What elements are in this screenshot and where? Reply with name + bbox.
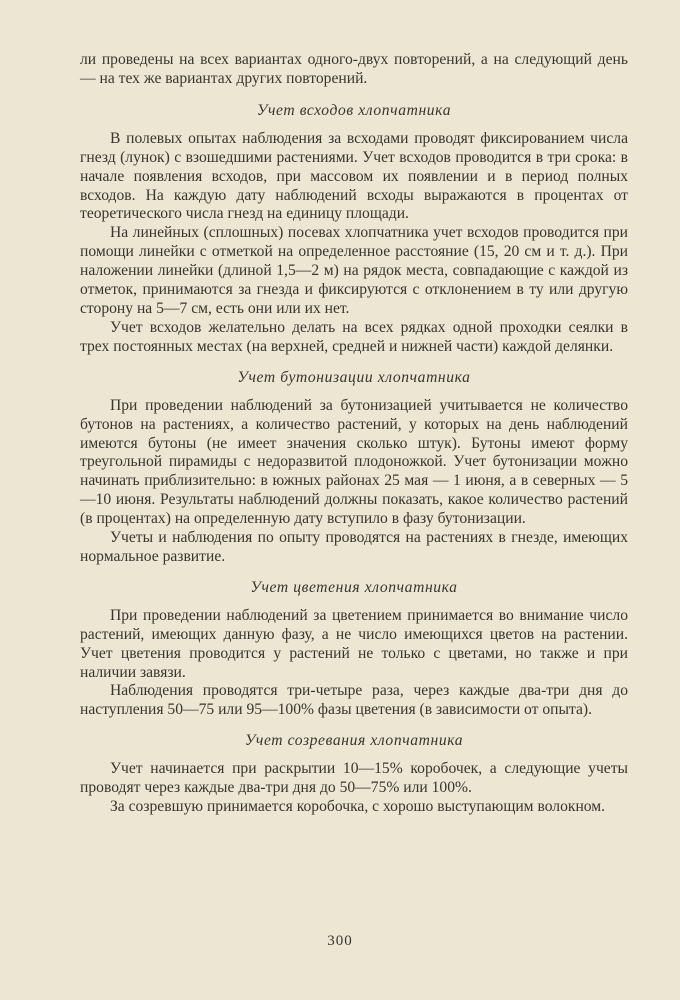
paragraph: При проведении наблюдений за бутонизацией учитывается не количество бутонов на растениях, а количество растений, у которых на день наблюдений имеются бутоны (не имеет значения сколько штук). Бутоны имеют форму треугольной пирамиды с недоразвитой плодоножкой. Учет бутонизации можно начинать приблизительно: в южных районах 25 мая — 1 июня, а в северных — 5—10 июня. Результаты наблюдений должны показать, какое количество растений (в процентах) на определенную дату вступило в фазу бутонизации. [80, 396, 628, 528]
paragraph: На линейных (сплошных) посевах хлопчатника учет всходов проводится при помощи линейки с отметкой на определенное расстояние (15, 20 см и т. д.). При наложении линейки (длиной 1,5—2 м) на рядок места, совпадающие с каждой из отметок, принимаются за гнезда и фиксируются с отклонением в ту или другую сторону на 5—7 см, есть они или их нет. [80, 224, 628, 317]
text-column [80, 51, 628, 817]
paragraph: При проведении наблюдений за цветением принимается во внимание число растений, имеющих данную фазу, а не число имеющихся цветов на растении. Учет цветения проводится у растений не только с цветами, но также и при наличии завязи. [80, 606, 628, 681]
paragraph: Учет всходов желательно делать на всех рядках одной проходки сеялки в трех постоянных местах (на верхней, средней и нижней части) каждой делянки. [80, 318, 628, 355]
section-heading-budding: Учет бутонизации хлопчатника [237, 368, 471, 386]
page-number: 300 [327, 933, 353, 949]
paragraph: Учеты и наблюдения по опыту проводятся на растениях в гнезде, имеющих нормальное развитие. [80, 529, 628, 565]
section-heading-ripening: Учет созревания хлопчатника [244, 732, 464, 750]
paragraph: Учет начинается при раскрытии 10—15% коробочек, а следующие учеты проводят через каждые два-три дня до 50—75% или 100%. [80, 760, 628, 797]
section-heading-sprouts: Учет всходов хлопчатника [256, 101, 452, 119]
paragraph: За созревшую принимается коробочка, с хорошо выступающим волокном. [110, 798, 606, 816]
intro-paragraph: ли проведены на всех вариантах одного-двух повторений, а на следующий день — на тех же вариантах других повторений. [80, 51, 628, 87]
paragraph: Наблюдения проводятся три-четыре раза, через каждые два-три дня до наступления 50—75 или 95—100% фазы цветения (в зависимости от опыта). [80, 682, 628, 719]
paragraph: В полевых опытах наблюдения за всходами проводят фиксированием числа гнезд (лунок) с взошедшими растениями. Учет всходов проводится в три срока: в начале появления всходов, при массовом их появлении и в период полных всходов. На каждую дату наблюдений всходы выражаются в процентах от теоретического числа гнезд на единицу площади. [80, 129, 628, 223]
section-heading-flowering: Учет цветения хлопчатника [250, 578, 458, 596]
